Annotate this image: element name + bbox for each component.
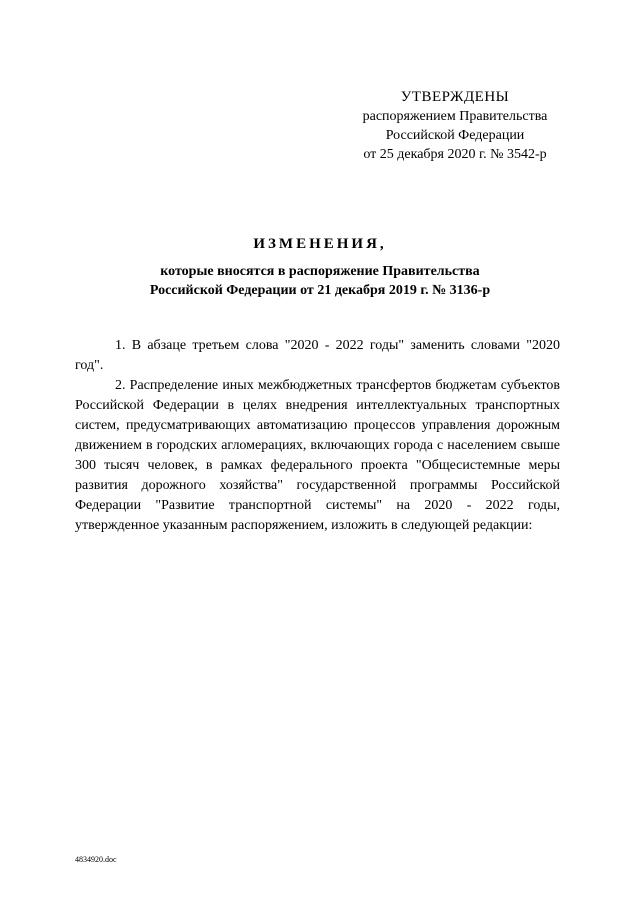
approval-title: УТВЕРЖДЕНЫ <box>400 89 510 105</box>
approval-line-1: распоряжением Правительства <box>362 109 548 124</box>
subtitle-line-2: Российской Федерации от 21 декабря 2019 г. № 3136-р <box>149 283 491 298</box>
approval-line-3: от 25 декабря 2020 г. № 3542-р <box>363 147 547 162</box>
document-subtitle <box>0 262 640 300</box>
footer-file-code: 4834920.doc <box>75 855 117 864</box>
document-title: ИЗМЕНЕНИЯ, <box>253 236 387 252</box>
document-body <box>75 336 560 536</box>
approval-block <box>330 88 580 164</box>
approval-line-2: Российской Федерации <box>385 128 525 143</box>
paragraph-item-1: 1. В абзаце третьем слова "2020 - 2022 годы" заменить словами "2020 год". <box>75 338 560 373</box>
paragraph-item-2: 2. Распределение иных межбюджетных трансфертов бюджетам субъектов Российской Федерации в целях внедрения интеллектуальных транспортных систем, предусматривающих автоматизацию процессов управления дорожным движением в городских агломерациях, включающих города с населением свыше 300 тысяч человек, в рамках федерального проекта "Общесистемные меры развития дорожного хозяйства" государственной программы Российской Федерации "Развитие транспортной системы" на 2020 - 2022 годы, утвержденное указанным распоряжением, изложить в следующей редакции: <box>75 378 560 533</box>
subtitle-line-1: которые вносятся в распоряжение Правительства <box>160 264 480 279</box>
